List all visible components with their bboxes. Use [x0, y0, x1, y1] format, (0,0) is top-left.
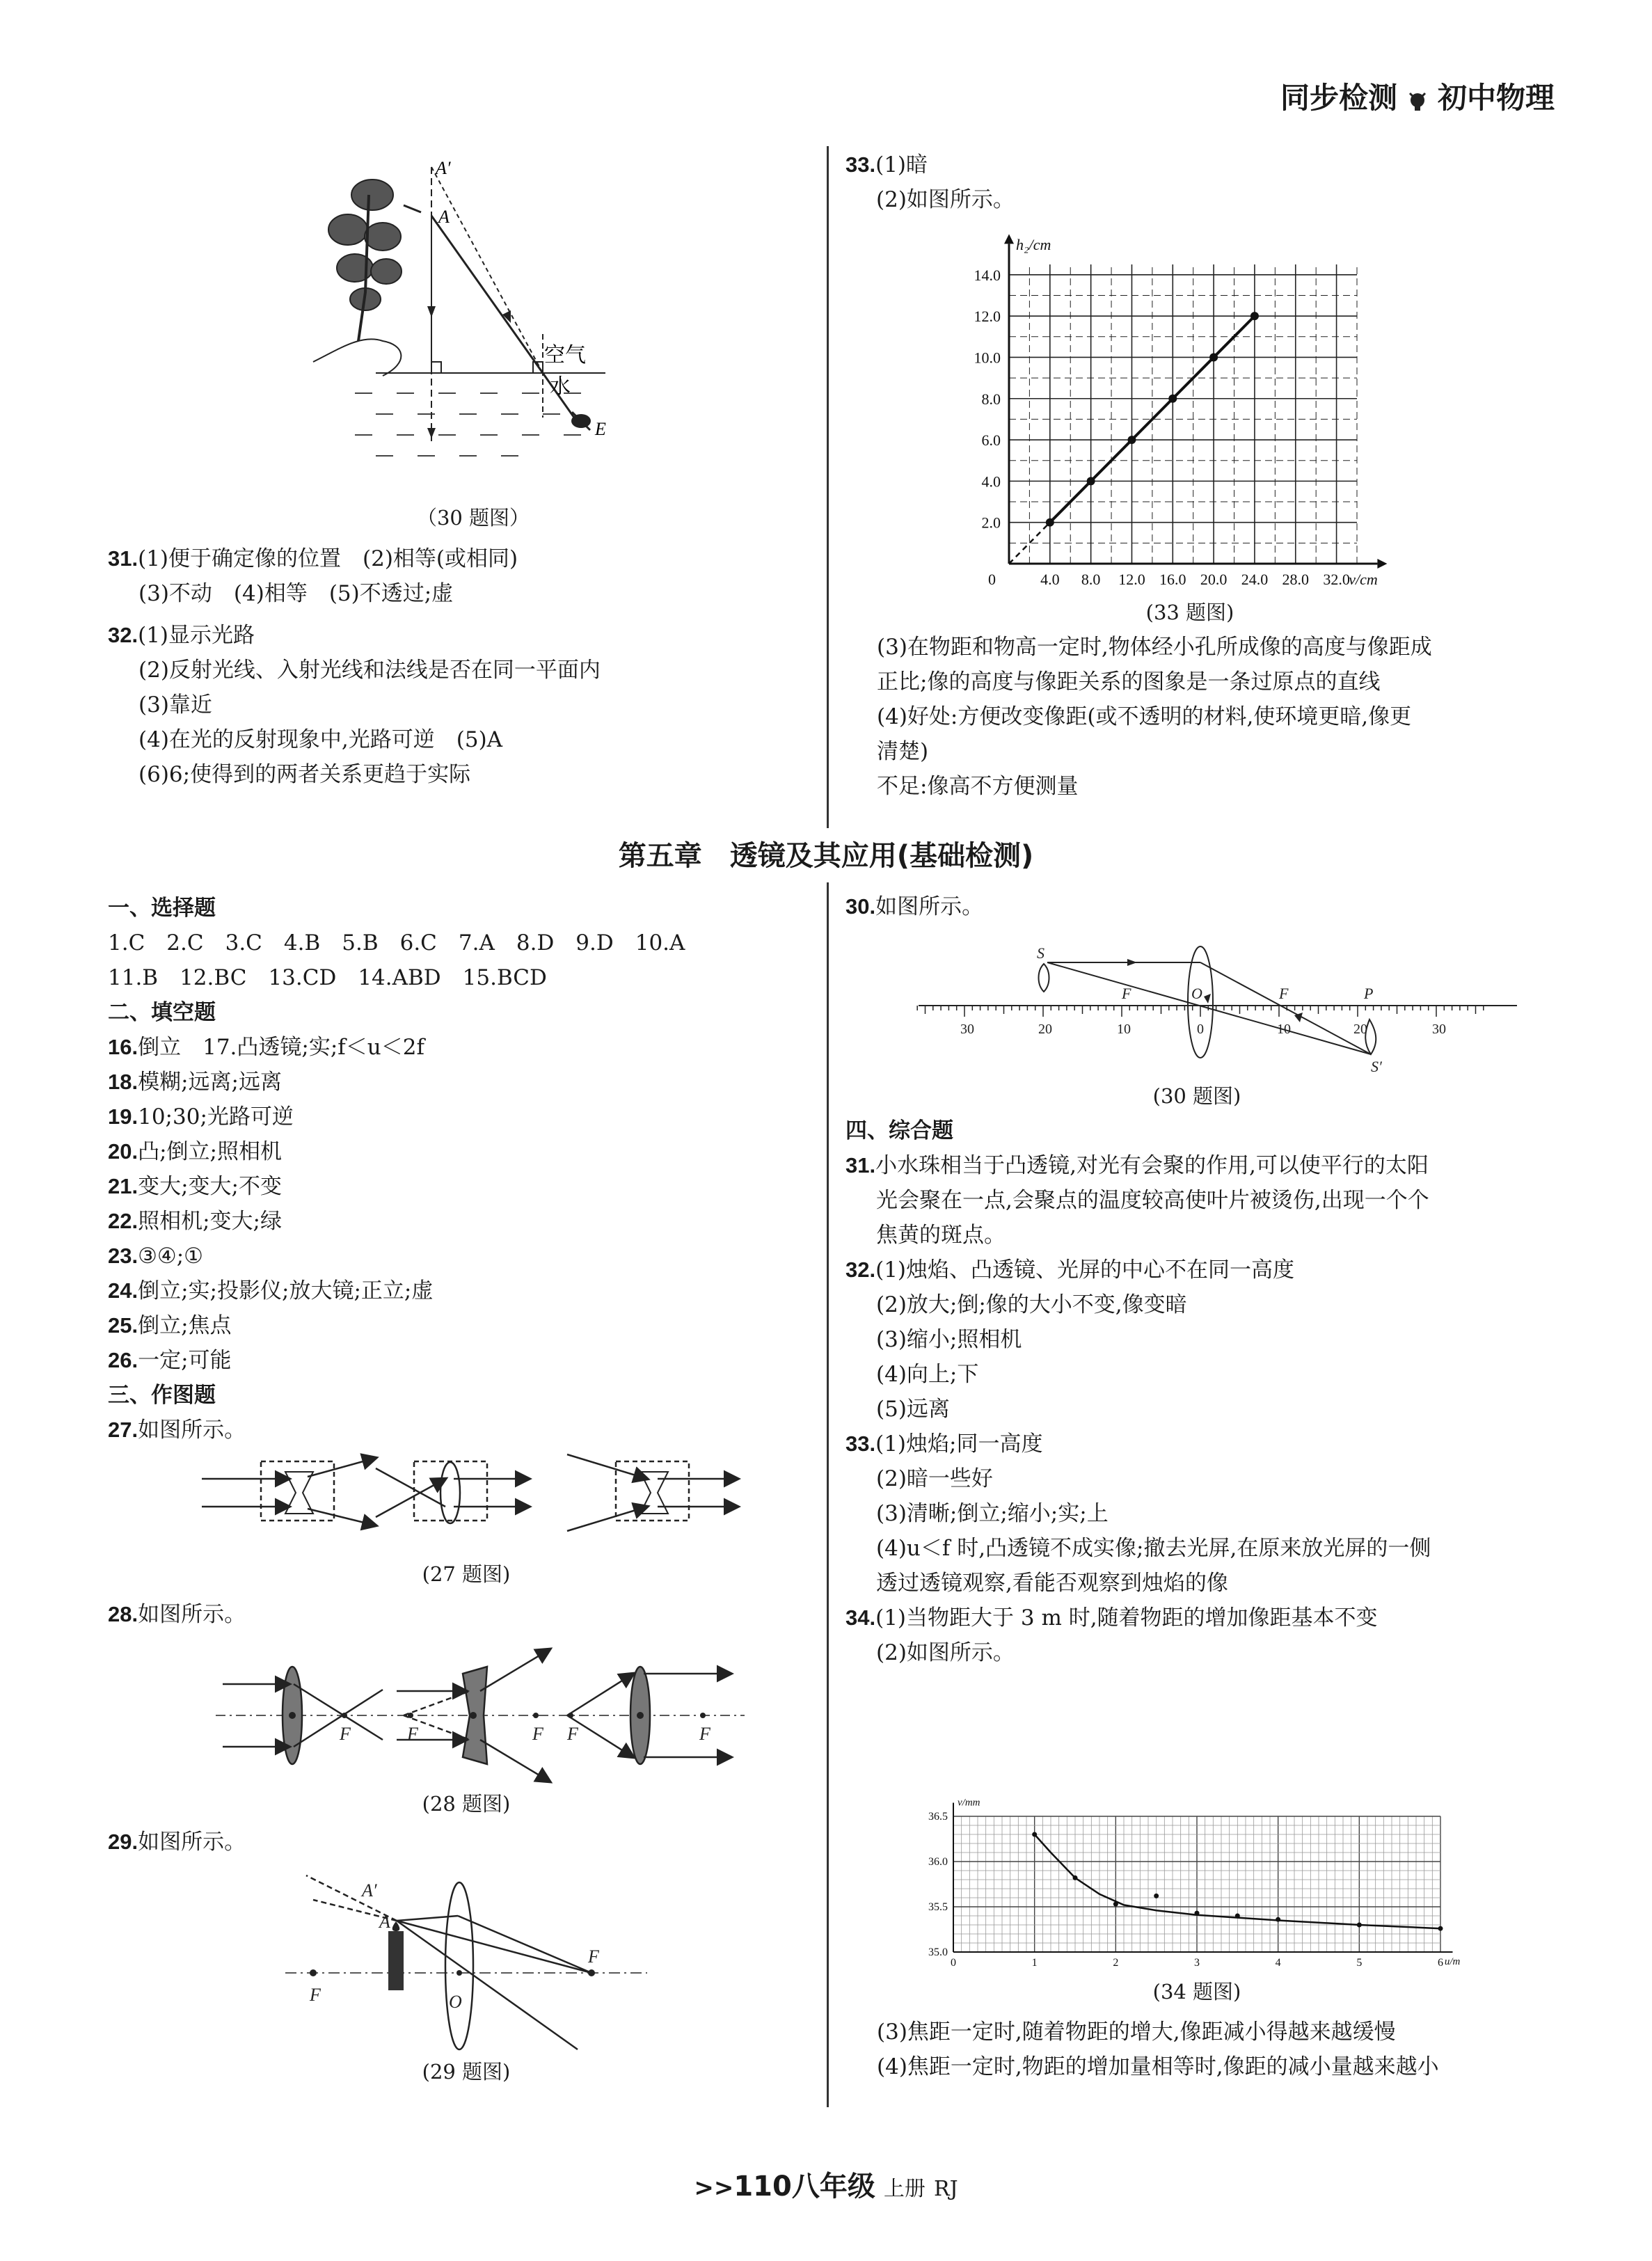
- plant-icon: [328, 180, 421, 341]
- answer-line: (3)清晰;倒立;缩小;实;上: [876, 1501, 1109, 1526]
- q33-top: [845, 148, 1015, 217]
- right-column-text: 四、综合题 31.小水珠相当于凸透镜,对光有会聚的作用,可以使平行的太阳 光会聚在一点,会聚点的温度较高使叶片被烫伤,出现一个个 焦黄的斑点。 32.(1)烛焰、凸透镜、光屏的中心不在同一高度 (2)放大;倒;像的大小不变,像变暗 (3)缩小;照相机 (4)向上;下 (5)远离 33.(1)烛焰;同一高度 (2)暗一些好 (3)清晰;倒立;缩小;实;上 (4)u＜f 时,凸透镜不成实像;撤去光屏,在原来放光屏的一侧 透过透镜观察,看能否观察到烛焰的像 34.(1)当物距大于 3 m 时,随着物距的增加像距基本不变 (2)如图所示。: [845, 1113, 1431, 1670]
- answer-line: (3)焦距一定时,随着物距的增大,像距减小得越来越缓慢: [877, 2020, 1396, 2045]
- answer-line: (4)在光的反射现象中,光路可逆 (5)A: [138, 727, 503, 752]
- y-tick-label: 10.0: [974, 349, 1001, 367]
- figure-29-caption: (29 题图): [422, 2060, 511, 2084]
- label-water: 水: [550, 375, 571, 398]
- data-point: [1276, 1917, 1280, 1922]
- figure-27-caption: (27 题图): [422, 1562, 511, 1586]
- answer-line: (4)好处:方便改变像距(或不透明的材料,使环境更暗,像更: [877, 704, 1412, 729]
- answer-line: (1)烛焰;同一高度: [875, 1431, 1043, 1457]
- answer-line: (2)放大;倒;像的大小不变,像变暗: [876, 1292, 1187, 1317]
- section-drawing: 三、作图题: [108, 1383, 216, 1408]
- answer-line: (4)焦距一定时,物距的增加量相等时,像距的减小量越来越小: [877, 2054, 1439, 2079]
- figure-27-lenses: [195, 1447, 752, 1538]
- x-tick-label: 12.0: [1118, 571, 1145, 588]
- x-tick-label: 6: [1438, 1957, 1443, 1969]
- data-point: [1046, 518, 1054, 527]
- data-point: [1032, 1832, 1037, 1837]
- label-air: 空气: [544, 344, 586, 367]
- answer-line: 小水珠相当于凸透镜,对光有会聚的作用,可以使平行的太阳: [875, 1153, 1429, 1178]
- answer-line: 焦黄的斑点。: [876, 1223, 1006, 1248]
- label-f: F: [567, 1724, 578, 1744]
- x-axis-label: v/cm: [1349, 571, 1378, 588]
- fill-23: 23.③④;①: [108, 1244, 203, 1269]
- y-tick-label: 35.5: [928, 1901, 948, 1913]
- answer-line: (1)便于确定像的位置 (2)相等(或相同): [138, 546, 518, 571]
- q30-line: 30.如图所示。: [845, 894, 984, 919]
- x-tick-label: 4.0: [1040, 571, 1060, 588]
- choice-answers-2: 11.B 12.BC 13.CD 14.ABD 15.BCD: [108, 965, 547, 990]
- answer-line: (3)在物距和物高一定时,物体经小孔所成像的高度与像距成: [877, 635, 1432, 660]
- x-tick-label: 0: [951, 1957, 956, 1969]
- label-a-prime: A′: [436, 158, 451, 178]
- footer-volume: 上册: [883, 2177, 926, 2201]
- fill-24: 24.倒立;实;投影仪;放大镜;正立;虚: [108, 1278, 434, 1303]
- answer-line: 透过透镜观察,看能否观察到烛焰的像: [876, 1571, 1228, 1596]
- data-point: [1357, 1923, 1362, 1928]
- label-f: F: [1279, 985, 1289, 1002]
- x-tick-label: 16.0: [1159, 571, 1186, 588]
- y-axis-label: v/mm: [958, 1797, 980, 1809]
- label-s: S: [1037, 944, 1045, 962]
- figure-28-caption: (28 题图): [422, 1792, 511, 1816]
- y-axis-label: h₂/cm: [1016, 236, 1051, 254]
- section-fill: 二、填空题: [108, 1000, 216, 1025]
- y-tick-label: 12.0: [974, 308, 1001, 326]
- bulb-icon: [1408, 86, 1427, 106]
- answer-line: (5)远离: [876, 1397, 950, 1422]
- origin-label: 0: [988, 571, 996, 588]
- answer-line: (4)u＜f 时,凸透镜不成实像;撤去光屏,在原来放光屏的一侧: [876, 1536, 1431, 1561]
- answer-line: (3)缩小;照相机: [876, 1327, 1022, 1352]
- answer-line: (3)不动 (4)相等 (5)不透过;虚: [138, 581, 454, 606]
- data-point: [1154, 1894, 1159, 1898]
- label-eye: E: [595, 419, 606, 439]
- data-point: [1195, 1911, 1200, 1916]
- data-point: [1209, 353, 1218, 361]
- answer-line: 清楚): [877, 739, 929, 764]
- header-title: 同步检测: [1280, 81, 1397, 115]
- fill-25: 25.倒立;焦点: [108, 1313, 232, 1338]
- y-tick-label: 8.0: [981, 390, 1001, 408]
- label-f: F: [310, 1985, 321, 2005]
- q31-top: [108, 541, 518, 611]
- footer-arrows: >>: [694, 2174, 734, 2202]
- x-tick-label: 20.0: [1200, 571, 1228, 588]
- q27-line: 27.如图所示。: [108, 1418, 246, 1443]
- label-p: P: [1364, 985, 1374, 1002]
- x-tick-label: 24.0: [1241, 571, 1269, 588]
- q28-line: 28.如图所示。: [108, 1602, 246, 1627]
- label-f: F: [532, 1724, 543, 1744]
- label-o: O: [449, 1992, 462, 2012]
- fill-16: 16.倒立 17.凸透镜;实;f＜u＜2f: [108, 1035, 424, 1060]
- chapter-title: 第五章 透镜及其应用(基础检测): [618, 840, 1034, 872]
- answer-line: (2)反射光线、入射光线和法线是否在同一平面内: [138, 658, 601, 683]
- y-tick-label: 36.0: [928, 1856, 948, 1868]
- label-f: F: [1122, 985, 1131, 1002]
- footer-grade: 八年级: [791, 2171, 875, 2203]
- figure-30-lens-ray: [919, 943, 1517, 1082]
- y-tick-label: 4.0: [981, 473, 1001, 491]
- data-point: [1113, 1902, 1118, 1907]
- figure-30-top-caption: （30 题图）: [416, 506, 530, 530]
- column-divider-bottom: [827, 882, 829, 2107]
- eye-icon: [571, 412, 591, 430]
- chart-33-pinhole: [953, 230, 1440, 598]
- fill-18: 18.模糊;远离;远离: [108, 1070, 282, 1095]
- data-point: [1235, 1914, 1240, 1919]
- figure-34-caption: (34 题图): [1152, 1980, 1241, 2004]
- tick-label: 20: [1038, 1022, 1052, 1037]
- figure-29-lens: [285, 1862, 661, 2056]
- q29-line: 29.如图所示。: [108, 1830, 246, 1855]
- x-tick-label: 3: [1194, 1957, 1200, 1969]
- x-tick-label: 1: [1031, 1957, 1038, 1969]
- figure-28-lenses: [216, 1642, 745, 1788]
- data-point: [1127, 436, 1136, 444]
- figure-30-bottom-caption: (30 题图): [1152, 1084, 1241, 1108]
- q-number: 32.: [108, 623, 138, 647]
- label-f: F: [699, 1724, 710, 1744]
- label-f: F: [340, 1724, 351, 1744]
- header: [1280, 75, 1555, 117]
- data-point: [1250, 312, 1259, 320]
- choice-answers-1: 1.C 2.C 3.C 4.B 5.B 6.C 7.A 8.D 9.D 10.A: [108, 930, 685, 955]
- tick-label: 30: [960, 1022, 974, 1037]
- x-tick-label: 28.0: [1282, 571, 1310, 588]
- footer: [0, 2164, 1652, 2204]
- answer-line: 正比;像的高度与像距关系的图象是一条过原点的直线: [877, 669, 1381, 695]
- answer-line: 不足:像高不方便测量: [877, 774, 1079, 799]
- section-choice: 一、选择题: [108, 896, 216, 921]
- answer-line: (2)暗一些好: [876, 1466, 993, 1491]
- q34-cont: [877, 2015, 1439, 2084]
- y-tick-label: 35.0: [928, 1946, 948, 1958]
- fill-26: 26.一定;可能: [108, 1348, 232, 1373]
- y-tick-label: 36.5: [928, 1811, 948, 1823]
- answer-line: (2)如图所示。: [876, 187, 1015, 212]
- x-tick-label: 5: [1356, 1957, 1363, 1969]
- tick-label: 0: [1197, 1022, 1204, 1037]
- x-tick-label: 4: [1275, 1957, 1281, 1969]
- x-tick-label: 32.0: [1323, 571, 1350, 588]
- tick-label: 10: [1117, 1022, 1131, 1037]
- label-f: F: [407, 1724, 418, 1744]
- data-point: [1168, 395, 1177, 403]
- x-tick-label: 8.0: [1081, 571, 1101, 588]
- label-a-prime: A′: [362, 1880, 377, 1901]
- fill-20: 20.凸;倒立;照相机: [108, 1139, 282, 1164]
- header-subject: 初中物理: [1437, 81, 1555, 115]
- label-a: A: [379, 1912, 390, 1932]
- figure-33-caption: (33 题图): [1145, 601, 1234, 624]
- q-number: 31.: [108, 546, 138, 571]
- label-o: O: [1191, 985, 1202, 1002]
- x-tick-label: 2: [1113, 1957, 1119, 1969]
- fill-21: 21.变大;变大;不变: [108, 1174, 282, 1199]
- footer-edition: RJ: [934, 2177, 958, 2201]
- answer-line: (1)暗: [875, 152, 928, 177]
- label-s-prime: S′: [1371, 1058, 1382, 1075]
- answer-line: (1)烛焰、凸透镜、光屏的中心不在同一高度: [875, 1258, 1295, 1283]
- q-number: 33.: [845, 152, 876, 177]
- label-a: A: [438, 207, 450, 227]
- data-point: [1073, 1875, 1078, 1880]
- y-tick-label: 6.0: [981, 431, 1001, 450]
- y-tick-label: 14.0: [974, 266, 1001, 284]
- left-column: [108, 891, 685, 1447]
- y-tick-label: 2.0: [981, 514, 1001, 532]
- answer-line: (3)靠近: [138, 692, 212, 717]
- answer-line: 光会聚在一点,会聚点的温度较高使叶片被烫伤,出现一个个: [876, 1188, 1429, 1213]
- answer-line: (2)如图所示。: [876, 1640, 1015, 1665]
- tick-label: 20: [1353, 1022, 1367, 1037]
- answer-line: (1)显示光路: [138, 623, 255, 648]
- data-point: [1438, 1926, 1443, 1931]
- label-f: F: [588, 1946, 599, 1967]
- answer-line: (1)当物距大于 3 m 时,随着物距的增加像距基本不变: [875, 1605, 1378, 1631]
- answer-line: (4)向上;下: [876, 1362, 979, 1387]
- x-axis-arrow: [1377, 559, 1387, 569]
- fill-22: 22.照相机;变大;绿: [108, 1209, 282, 1234]
- section-comprehensive: 四、综合题: [845, 1118, 953, 1143]
- chart-34-image-distance: [905, 1799, 1482, 1987]
- tick-label: 30: [1432, 1022, 1446, 1037]
- y-axis-arrow: [1004, 234, 1014, 244]
- q32-top: [108, 618, 601, 792]
- q33-top-cont: [877, 630, 1432, 804]
- column-divider-top: [827, 146, 829, 828]
- x-axis-label: u/m: [1444, 1956, 1461, 1967]
- tick-label: 10: [1277, 1022, 1291, 1037]
- answer-line: (6)6;使得到的两者关系更趋于实际: [138, 762, 471, 787]
- fill-19: 19.10;30;光路可逆: [108, 1104, 294, 1129]
- data-point: [1087, 477, 1095, 485]
- figure-30-reflection: [299, 153, 661, 487]
- page-number: 110: [733, 2171, 792, 2203]
